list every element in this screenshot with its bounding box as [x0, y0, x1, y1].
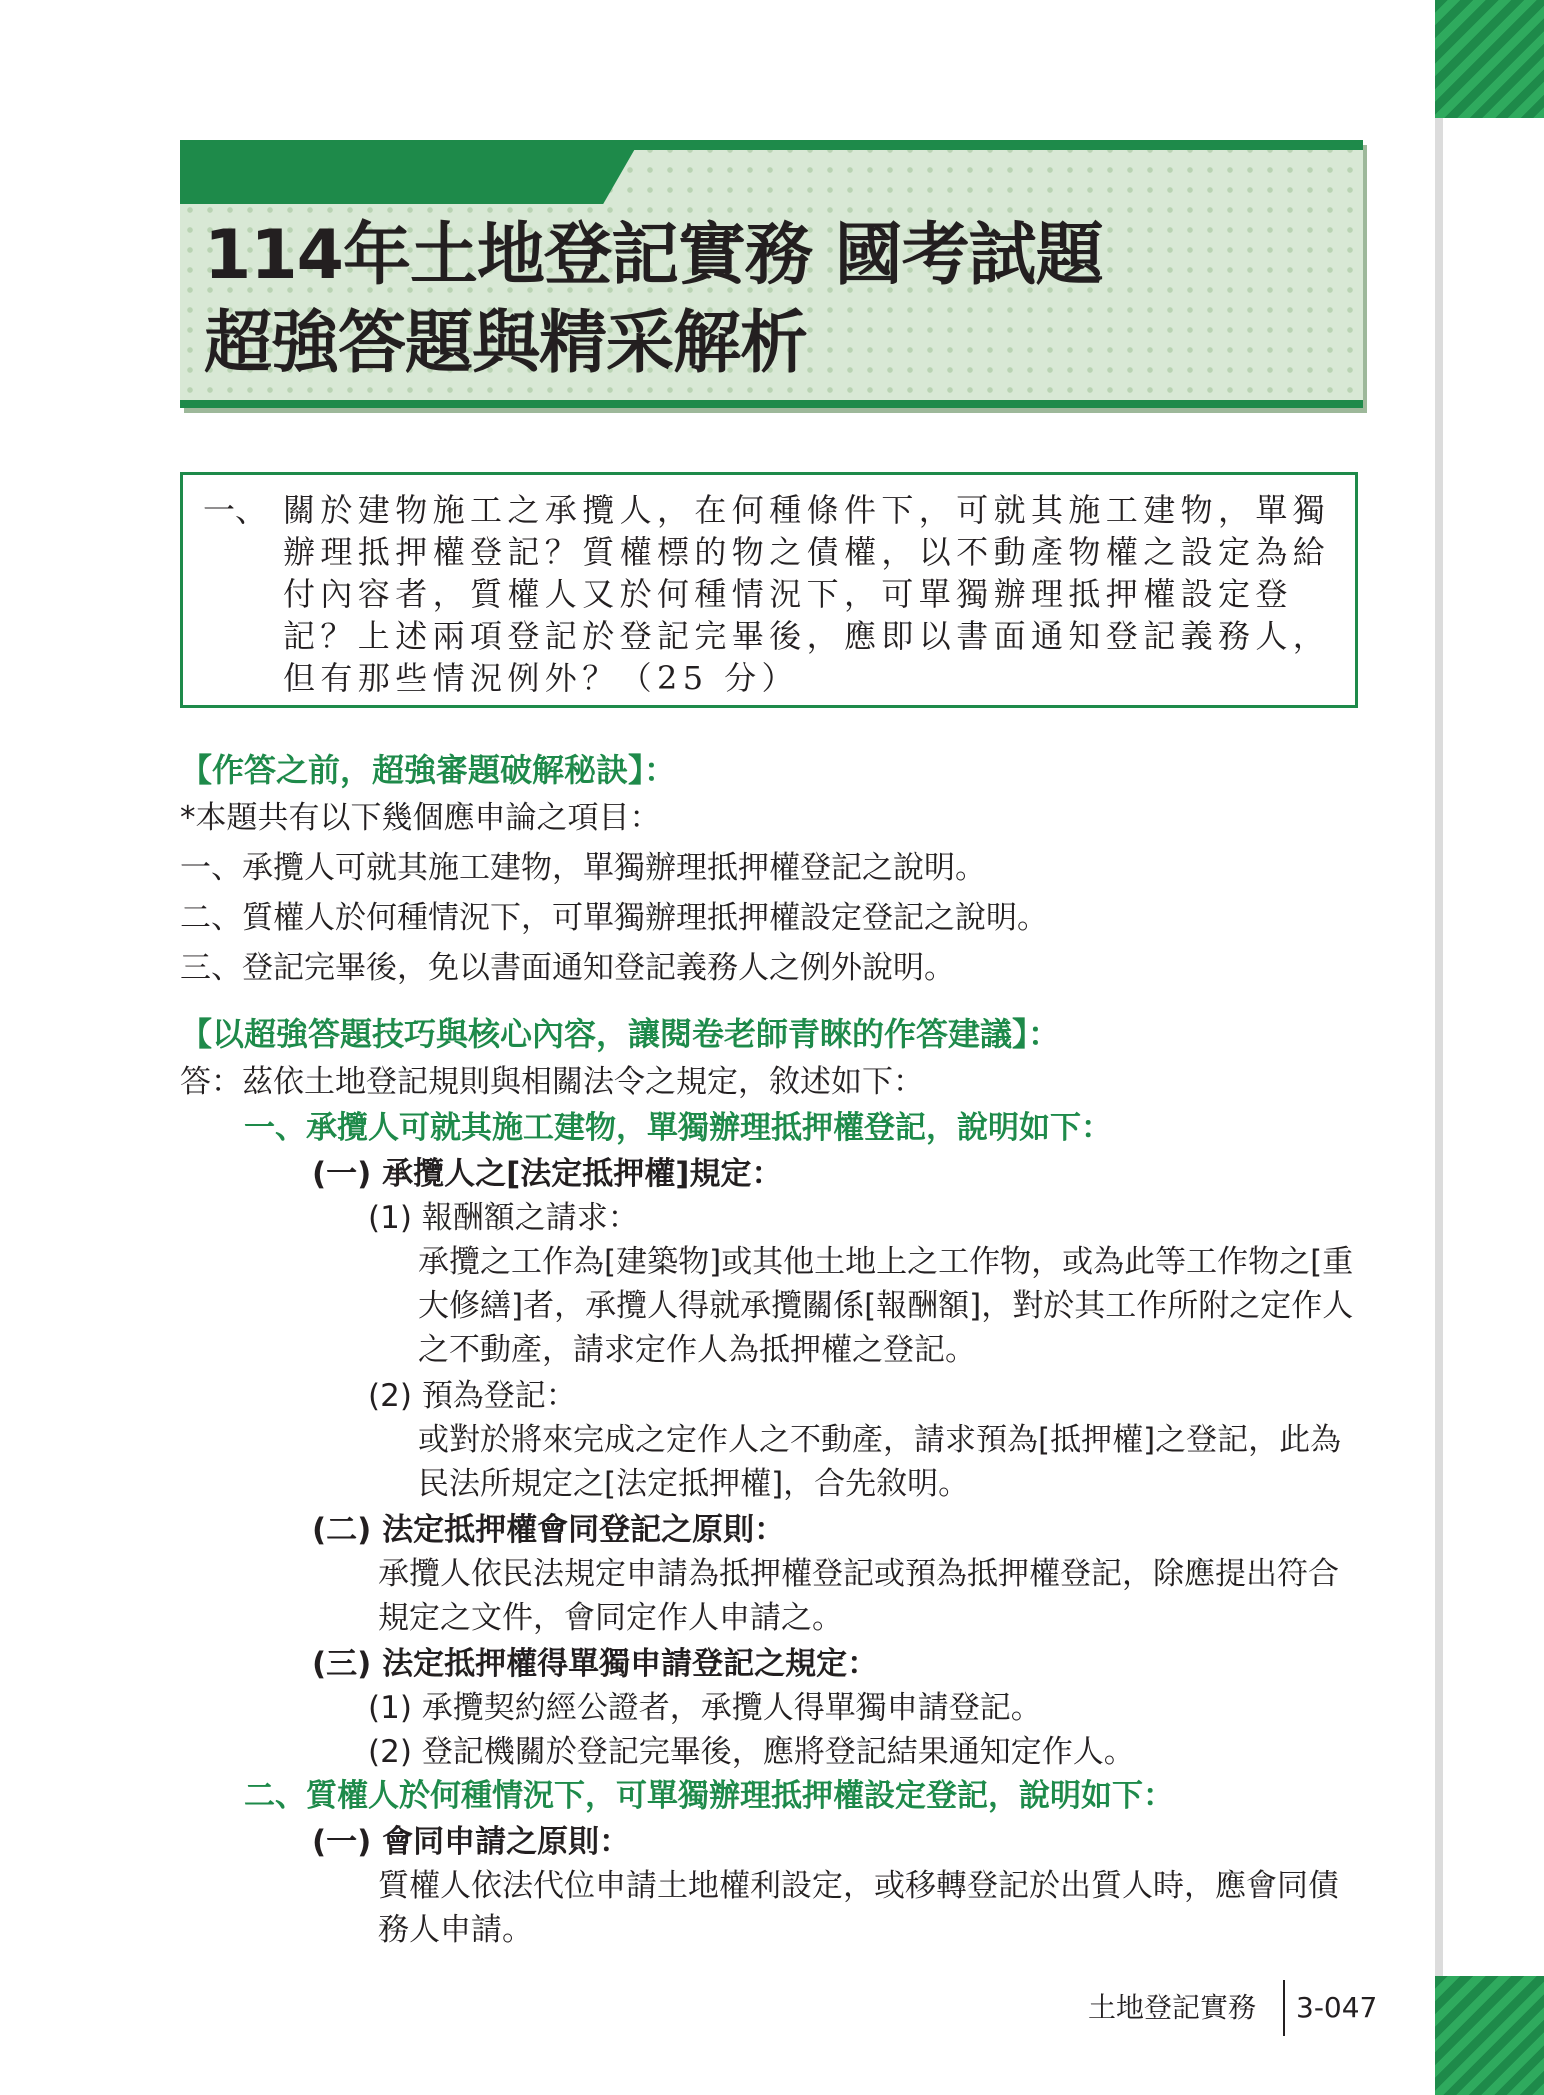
before-answer-item-3: 三、登記完畢後，免以書面通知登記義務人之例外說明。 [180, 950, 955, 986]
banner-bottom-bar [180, 400, 1363, 408]
question-box [180, 472, 1358, 708]
title-line-1: 114年土地登記實務 國考試題 [204, 216, 1103, 295]
section-1-sub-2-title: (二) 法定抵押權會同登記之原則： [312, 1512, 786, 1548]
title-banner [180, 140, 1363, 408]
side-rule [1435, 118, 1443, 1976]
section-1-sub-1-p1-text: 承攬之工作為[建築物]或其他土地上之工作物，或為此等工作物之[重大修繕]者，承攬人得就承攬關係[報酬額]，對於其工作所附之定作人之不動產，請求定作人為抵押權之登記。 [418, 1244, 1354, 1368]
footer-separator [1283, 1980, 1285, 2036]
before-answer-intro: *本題共有以下幾個應申論之項目： [180, 800, 661, 836]
page-title [204, 212, 1103, 388]
title-line-2: 超強答題與精采解析 [204, 304, 808, 383]
section-2-title: 二、質權人於何種情況下，可單獨辦理抵押權設定登記，說明如下： [244, 1778, 1174, 1814]
footer-page-number: 3-047 [1296, 1991, 1378, 2024]
banner-tab [180, 140, 640, 204]
before-answer-item-2: 二、質權人於何種情況下，可單獨辦理抵押權設定登記之說明。 [180, 900, 1048, 936]
section-1-title: 一、承攬人可就其施工建物，單獨辦理抵押權登記，說明如下： [244, 1110, 1112, 1146]
section-1-sub-1-p1-title: (1) 報酬額之請求： [368, 1200, 639, 1236]
section-1-sub-3-title: (三) 法定抵押權得單獨申請登記之規定： [312, 1646, 879, 1682]
section-1-sub-1-title: (一) 承攬人之[法定抵押權]規定： [312, 1156, 783, 1192]
section-2-sub-1-text: 質權人依法代位申請土地權利設定，或移轉登記於出質人時，應會同債務人申請。 [378, 1868, 1339, 1948]
section-1-sub-2-text: 承攬人依民法規定申請為抵押權登記或預為抵押權登記，除應提出符合規定之文件，會同定作人申請之。 [378, 1556, 1339, 1636]
side-tab-top [1435, 0, 1544, 118]
section-2-sub-1-title: (一) 會同申請之原則： [312, 1824, 631, 1860]
section-1-sub-3-item-2: (2) 登記機關於登記完畢後，應將登記結果通知定作人。 [368, 1734, 1135, 1770]
footer-book-title: 土地登記實務 [1088, 1991, 1257, 2024]
before-answer-heading: 【作答之前，超強審題破解秘訣】： [180, 751, 677, 789]
question-number: 一、 [203, 491, 268, 529]
section-1-sub-1-p2-text: 或對於將來完成之定作人之不動產，請求預為[抵押權]之登記，此為民法所規定之[法定抵押權]，合先敘明。 [418, 1422, 1342, 1502]
section-1-sub-3-item-1: (1) 承攬契約經公證者，承攬人得單獨申請登記。 [368, 1690, 1042, 1726]
before-answer-item-1: 一、承攬人可就其施工建物，單獨辦理抵押權登記之說明。 [180, 850, 986, 886]
suggestion-heading: 【以超強答題技巧與核心內容，讓閱卷老師青睞的作答建議】： [180, 1015, 1061, 1053]
question-text: 關於建物施工之承攬人，在何種條件下，可就其施工建物，單獨辦理抵押權登記？質權標的物之債權，以不動產物權之設定為給付內容者，質權人又於何種情況下，可單獨辦理抵押權設定登記？上述兩項登記於登記完畢後，應即以書面通知登記義務人，但有那些情況例外？（25 分） [283, 491, 1331, 697]
section-1-sub-1-p2-title: (2) 預為登記： [368, 1378, 577, 1414]
answer-intro: 答：茲依土地登記規則與相關法令之規定，敘述如下： [180, 1064, 924, 1100]
side-tab-bottom [1435, 1976, 1544, 2095]
